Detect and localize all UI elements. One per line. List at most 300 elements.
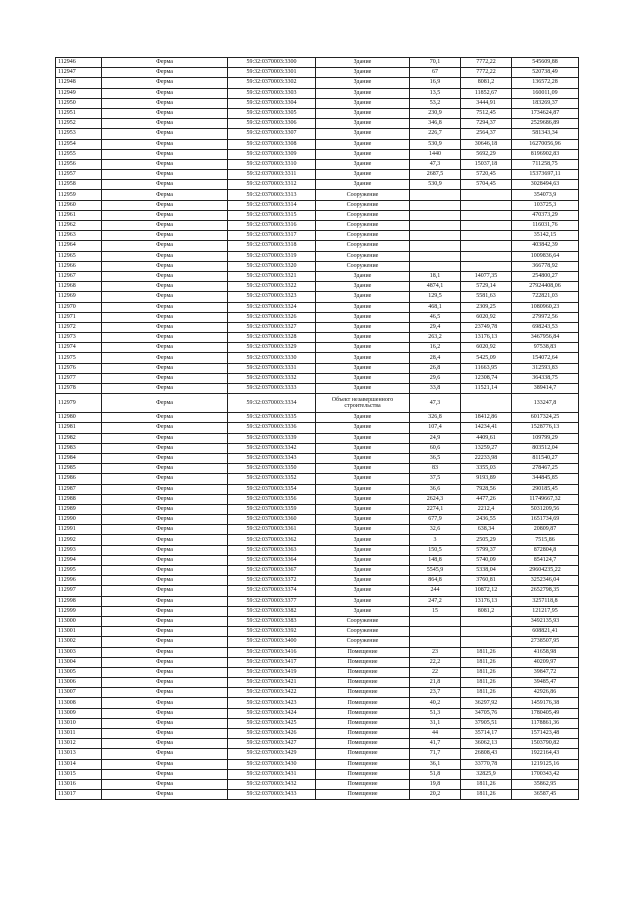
object-type-cell: Здание [316, 78, 410, 88]
area-cell: 36,5 [410, 453, 461, 463]
unit-value-cell [461, 627, 512, 637]
unit-value-cell [461, 637, 512, 647]
area-cell: 326,8 [410, 413, 461, 423]
cadastral-value-cell: 581343,34 [512, 129, 579, 139]
object-type-cell: Здание [316, 423, 410, 433]
unit-value-cell [461, 200, 512, 210]
unit-value-cell [461, 241, 512, 251]
name-cell: Ферма [102, 708, 228, 718]
table-row [56, 708, 579, 718]
object-type-cell: Сооружение [316, 251, 410, 261]
object-type-cell: Здание [316, 453, 410, 463]
cadastral-value-cell: 5031209,56 [512, 504, 579, 514]
table-row [56, 515, 579, 525]
cadastral-value-cell: 3467956,84 [512, 333, 579, 343]
unit-value-cell: 26808,43 [461, 749, 512, 759]
unit-value-cell: 11663,95 [461, 363, 512, 373]
cadastral-value-cell: 1528776,13 [512, 423, 579, 433]
row-number-cell: 112993 [56, 545, 102, 555]
cadastral-number-cell: 59:32:0370003:3342 [228, 443, 316, 453]
cadastral-number-cell: 59:32:0370003:3431 [228, 769, 316, 779]
unit-value-cell [461, 251, 512, 261]
unit-value-cell: 3444,91 [461, 98, 512, 108]
table-row [56, 586, 579, 596]
table-row [56, 423, 579, 433]
unit-value-cell [461, 394, 512, 413]
cadastral-number-cell: 59:32:0370003:3433 [228, 790, 316, 800]
row-number-cell: 112987 [56, 484, 102, 494]
area-cell [410, 190, 461, 200]
cadastral-value-cell: 389414,7 [512, 384, 579, 394]
name-cell: Ферма [102, 718, 228, 728]
name-cell: Ферма [102, 241, 228, 251]
row-number-cell: 112992 [56, 535, 102, 545]
area-cell: 53,2 [410, 98, 461, 108]
cadastral-value-cell: 3252346,04 [512, 576, 579, 586]
area-cell: 70,1 [410, 58, 461, 68]
unit-value-cell: 10872,12 [461, 586, 512, 596]
unit-value-cell: 6020,92 [461, 343, 512, 353]
name-cell: Ферма [102, 129, 228, 139]
area-cell [410, 221, 461, 231]
unit-value-cell: 8081,2 [461, 606, 512, 616]
object-type-cell: Здание [316, 413, 410, 423]
cadastral-number-cell: 59:32:0370003:3421 [228, 678, 316, 688]
cadastral-number-cell: 59:32:0370003:3350 [228, 464, 316, 474]
object-type-cell: Помещение [316, 769, 410, 779]
cadastral-value-cell: 608821,41 [512, 627, 579, 637]
cadastral-number-cell: 59:32:0370003:3327 [228, 322, 316, 332]
name-cell: Ферма [102, 159, 228, 169]
table-row [56, 88, 579, 98]
unit-value-cell: 36297,92 [461, 698, 512, 708]
table-row [56, 678, 579, 688]
object-type-cell: Здание [316, 333, 410, 343]
table-row [56, 180, 579, 190]
cadastral-value-cell: 366778,92 [512, 261, 579, 271]
cadastral-number-cell: 59:32:0370003:3319 [228, 251, 316, 261]
cadastral-number-cell: 59:32:0370003:3429 [228, 749, 316, 759]
cadastral-number-cell: 59:32:0370003:3331 [228, 363, 316, 373]
object-type-cell: Здание [316, 586, 410, 596]
object-type-cell: Здание [316, 119, 410, 129]
area-cell: 26,8 [410, 363, 461, 373]
unit-value-cell: 7928,56 [461, 484, 512, 494]
area-cell: 16,2 [410, 343, 461, 353]
row-number-cell: 112971 [56, 312, 102, 322]
area-cell: 129,5 [410, 292, 461, 302]
cadastral-number-cell: 59:32:0370003:3359 [228, 504, 316, 514]
area-cell [410, 637, 461, 647]
cadastral-number-cell: 59:32:0370003:3324 [228, 302, 316, 312]
cadastral-value-cell: 40209,97 [512, 657, 579, 667]
table-row [56, 353, 579, 363]
table-row [56, 98, 579, 108]
object-type-cell: Объект незавершенного строительства [316, 394, 410, 413]
area-cell: 41,7 [410, 739, 461, 749]
cadastral-number-cell: 59:32:0370003:3334 [228, 394, 316, 413]
cadastral-value-cell: 121217,95 [512, 606, 579, 616]
row-number-cell: 112996 [56, 576, 102, 586]
cadastral-value-cell: 36587,45 [512, 790, 579, 800]
object-type-cell: Здание [316, 139, 410, 149]
area-cell: 5545,9 [410, 566, 461, 576]
table-row [56, 749, 579, 759]
object-type-cell: Здание [316, 353, 410, 363]
unit-value-cell: 4409,61 [461, 433, 512, 443]
area-cell: 16,9 [410, 78, 461, 88]
unit-value-cell [461, 221, 512, 231]
object-type-cell: Здание [316, 504, 410, 514]
name-cell: Ферма [102, 667, 228, 677]
unit-value-cell: 34705,76 [461, 708, 512, 718]
cadastral-value-cell: 1503790,82 [512, 739, 579, 749]
object-type-cell: Здание [316, 322, 410, 332]
name-cell: Ферма [102, 657, 228, 667]
object-type-cell: Помещение [316, 647, 410, 657]
name-cell: Ферма [102, 647, 228, 657]
cadastral-number-cell: 59:32:0370003:3304 [228, 98, 316, 108]
name-cell: Ферма [102, 221, 228, 231]
row-number-cell: 112955 [56, 149, 102, 159]
table-row [56, 363, 579, 373]
row-number-cell: 112978 [56, 384, 102, 394]
table-row [56, 718, 579, 728]
unit-value-cell: 11852,67 [461, 88, 512, 98]
object-type-cell: Сооружение [316, 637, 410, 647]
object-type-cell: Здание [316, 88, 410, 98]
row-number-cell: 112972 [56, 322, 102, 332]
table-row [56, 443, 579, 453]
cadastral-value-cell: 254800,27 [512, 271, 579, 281]
table-row [56, 159, 579, 169]
cadastral-number-cell: 59:32:0370003:3417 [228, 657, 316, 667]
cadastral-number-cell: 59:32:0370003:3328 [228, 333, 316, 343]
cadastral-number-cell: 59:32:0370003:3314 [228, 200, 316, 210]
area-cell: 44 [410, 729, 461, 739]
table-row [56, 453, 579, 463]
row-number-cell: 112975 [56, 353, 102, 363]
unit-value-cell: 30646,18 [461, 139, 512, 149]
cadastral-number-cell: 59:32:0370003:3311 [228, 170, 316, 180]
unit-value-cell: 32825,9 [461, 769, 512, 779]
object-type-cell: Сооружение [316, 261, 410, 271]
area-cell [410, 210, 461, 220]
cadastral-number-cell: 59:32:0370003:3423 [228, 698, 316, 708]
row-number-cell: 112962 [56, 221, 102, 231]
cadastral-value-cell: 279972,56 [512, 312, 579, 322]
object-type-cell: Сооружение [316, 616, 410, 626]
unit-value-cell: 8081,2 [461, 78, 512, 88]
row-number-cell: 113000 [56, 616, 102, 626]
cadastral-value-cell: 1734624,87 [512, 108, 579, 118]
cadastral-value-cell: 1178861,36 [512, 718, 579, 728]
object-type-cell: Помещение [316, 688, 410, 698]
object-type-cell: Здание [316, 170, 410, 180]
table-row [56, 688, 579, 698]
unit-value-cell: 1811,26 [461, 678, 512, 688]
area-cell: 13,5 [410, 88, 461, 98]
name-cell: Ферма [102, 453, 228, 463]
row-number-cell: 113007 [56, 688, 102, 698]
table-row [56, 139, 579, 149]
object-type-cell: Здание [316, 282, 410, 292]
row-number-cell: 112970 [56, 302, 102, 312]
cadastral-value-cell: 103725,3 [512, 200, 579, 210]
area-cell: 60,6 [410, 443, 461, 453]
table-row [56, 292, 579, 302]
table-row [56, 322, 579, 332]
cadastral-value-cell: 35142,15 [512, 231, 579, 241]
name-cell: Ферма [102, 78, 228, 88]
area-cell: 4874,1 [410, 282, 461, 292]
name-cell: Ферма [102, 353, 228, 363]
row-number-cell: 112979 [56, 394, 102, 413]
name-cell: Ферма [102, 251, 228, 261]
table-row [56, 596, 579, 606]
object-type-cell: Здание [316, 576, 410, 586]
table-row [56, 769, 579, 779]
cadastral-value-cell: 520738,49 [512, 68, 579, 78]
cadastral-number-cell: 59:32:0370003:3363 [228, 545, 316, 555]
name-cell: Ферма [102, 566, 228, 576]
name-cell: Ферма [102, 373, 228, 383]
object-type-cell: Здание [316, 149, 410, 159]
object-type-cell: Здание [316, 484, 410, 494]
cadastral-value-cell: 698243,53 [512, 322, 579, 332]
cadastral-number-cell: 59:32:0370003:3400 [228, 637, 316, 647]
name-cell: Ферма [102, 413, 228, 423]
cadastral-value-cell: 1219125,16 [512, 759, 579, 769]
area-cell [410, 616, 461, 626]
cadastral-number-cell: 59:32:0370003:3320 [228, 261, 316, 271]
name-cell: Ферма [102, 423, 228, 433]
row-number-cell: 113013 [56, 749, 102, 759]
cadastral-value-cell: 35862,95 [512, 779, 579, 789]
object-type-cell: Здание [316, 108, 410, 118]
name-cell: Ферма [102, 739, 228, 749]
table-row [56, 241, 579, 251]
row-number-cell: 113012 [56, 739, 102, 749]
area-cell: 22,2 [410, 657, 461, 667]
unit-value-cell: 2309,25 [461, 302, 512, 312]
unit-value-cell: 37905,51 [461, 718, 512, 728]
name-cell: Ферма [102, 363, 228, 373]
name-cell: Ферма [102, 58, 228, 68]
cadastral-number-cell: 59:32:0370003:3309 [228, 149, 316, 159]
table-row [56, 504, 579, 514]
row-number-cell: 112973 [56, 333, 102, 343]
cadastral-value-cell: 1459176,38 [512, 698, 579, 708]
table-row [56, 464, 579, 474]
table-row [56, 545, 579, 555]
area-cell: 23,7 [410, 688, 461, 698]
table-row [56, 698, 579, 708]
unit-value-cell: 1811,26 [461, 657, 512, 667]
cadastral-value-cell: 136572,28 [512, 78, 579, 88]
unit-value-cell: 13176,13 [461, 596, 512, 606]
row-number-cell: 112991 [56, 525, 102, 535]
name-cell: Ферма [102, 464, 228, 474]
cadastral-number-cell: 59:32:0370003:3377 [228, 596, 316, 606]
area-cell: 1440 [410, 149, 461, 159]
row-number-cell: 113010 [56, 718, 102, 728]
table-row [56, 343, 579, 353]
name-cell: Ферма [102, 555, 228, 565]
cadastral-number-cell: 59:32:0370003:3361 [228, 525, 316, 535]
table-row [56, 302, 579, 312]
row-number-cell: 112961 [56, 210, 102, 220]
row-number-cell: 112948 [56, 78, 102, 88]
unit-value-cell: 15037,18 [461, 159, 512, 169]
table-row [56, 68, 579, 78]
cadastral-value-cell: 364338,75 [512, 373, 579, 383]
area-cell: 230,9 [410, 108, 461, 118]
table-row [56, 433, 579, 443]
area-cell: 226,7 [410, 129, 461, 139]
area-cell: 40,2 [410, 698, 461, 708]
cadastral-number-cell: 59:32:0370003:3301 [228, 68, 316, 78]
table-row [56, 200, 579, 210]
cadastral-number-cell: 59:32:0370003:3306 [228, 119, 316, 129]
name-cell: Ферма [102, 484, 228, 494]
name-cell: Ферма [102, 333, 228, 343]
row-number-cell: 112951 [56, 108, 102, 118]
unit-value-cell: 7772,22 [461, 58, 512, 68]
name-cell: Ферма [102, 210, 228, 220]
name-cell: Ферма [102, 108, 228, 118]
object-type-cell: Здание [316, 494, 410, 504]
name-cell: Ферма [102, 394, 228, 413]
area-cell: 23 [410, 647, 461, 657]
object-type-cell: Помещение [316, 790, 410, 800]
area-cell: 148,8 [410, 555, 461, 565]
area-cell: 31,1 [410, 718, 461, 728]
object-type-cell: Здание [316, 464, 410, 474]
name-cell: Ферма [102, 586, 228, 596]
object-type-cell: Здание [316, 596, 410, 606]
object-type-cell: Помещение [316, 729, 410, 739]
area-cell [410, 251, 461, 261]
cadastral-value-cell: 42926,86 [512, 688, 579, 698]
unit-value-cell: 5692,29 [461, 149, 512, 159]
cadastral-value-cell: 39847,72 [512, 667, 579, 677]
name-cell: Ферма [102, 149, 228, 159]
object-type-cell: Сооружение [316, 200, 410, 210]
area-cell: 2687,5 [410, 170, 461, 180]
unit-value-cell: 23749,78 [461, 322, 512, 332]
cadastral-value-cell: 39485,47 [512, 678, 579, 688]
area-cell: 346,8 [410, 119, 461, 129]
unit-value-cell: 12308,74 [461, 373, 512, 383]
table-row [56, 667, 579, 677]
cadastral-number-cell: 59:32:0370003:3307 [228, 129, 316, 139]
object-type-cell: Сооружение [316, 241, 410, 251]
area-cell: 29,6 [410, 373, 461, 383]
cadastral-value-cell: 3257118,8 [512, 596, 579, 606]
table-row [56, 78, 579, 88]
table-row [56, 759, 579, 769]
name-cell: Ферма [102, 292, 228, 302]
object-type-cell: Здание [316, 566, 410, 576]
cadastral-number-cell: 59:32:0370003:3300 [228, 58, 316, 68]
area-cell: 21,8 [410, 678, 461, 688]
row-number-cell: 112959 [56, 190, 102, 200]
table-row [56, 566, 579, 576]
table-row [56, 484, 579, 494]
cadastral-number-cell: 59:32:0370003:3308 [228, 139, 316, 149]
object-type-cell: Помещение [316, 779, 410, 789]
area-cell: 247,2 [410, 596, 461, 606]
name-cell: Ферма [102, 729, 228, 739]
row-number-cell: 113017 [56, 790, 102, 800]
object-type-cell: Сооружение [316, 231, 410, 241]
row-number-cell: 112988 [56, 494, 102, 504]
cadastral-value-cell: 27924408,06 [512, 282, 579, 292]
cadastral-number-cell: 59:32:0370003:3362 [228, 535, 316, 545]
table-row [56, 384, 579, 394]
unit-value-cell: 22233,98 [461, 453, 512, 463]
cadastral-number-cell: 59:32:0370003:3427 [228, 739, 316, 749]
cadastral-number-cell: 59:32:0370003:3383 [228, 616, 316, 626]
unit-value-cell: 3355,03 [461, 464, 512, 474]
object-type-cell: Здание [316, 363, 410, 373]
cadastral-number-cell: 59:32:0370003:3305 [228, 108, 316, 118]
row-number-cell: 112946 [56, 58, 102, 68]
unit-value-cell: 1811,26 [461, 790, 512, 800]
cadastral-value-cell: 344845,85 [512, 474, 579, 484]
cadastral-number-cell: 59:32:0370003:3432 [228, 779, 316, 789]
row-number-cell: 112998 [56, 596, 102, 606]
area-cell: 36,1 [410, 759, 461, 769]
cadastral-value-cell: 1571423,48 [512, 729, 579, 739]
table-row [56, 555, 579, 565]
cadastral-value-cell: 41658,98 [512, 647, 579, 657]
row-number-cell: 113011 [56, 729, 102, 739]
object-type-cell: Здание [316, 443, 410, 453]
area-cell: 83 [410, 464, 461, 474]
cadastral-number-cell: 59:32:0370003:3329 [228, 343, 316, 353]
table-row [56, 312, 579, 322]
object-type-cell: Здание [316, 129, 410, 139]
object-type-cell: Здание [316, 292, 410, 302]
name-cell: Ферма [102, 433, 228, 443]
cadastral-number-cell: 59:32:0370003:3419 [228, 667, 316, 677]
cadastral-value-cell: 2529686,89 [512, 119, 579, 129]
object-type-cell: Помещение [316, 759, 410, 769]
name-cell: Ферма [102, 139, 228, 149]
row-number-cell: 112997 [56, 586, 102, 596]
object-type-cell: Помещение [316, 667, 410, 677]
name-cell: Ферма [102, 749, 228, 759]
unit-value-cell: 11521,14 [461, 384, 512, 394]
row-number-cell: 112976 [56, 363, 102, 373]
cadastral-value-cell: 1780405,49 [512, 708, 579, 718]
cadastral-value-cell: 711258,75 [512, 159, 579, 169]
cadastral-value-cell: 545609,88 [512, 58, 579, 68]
cadastral-number-cell: 59:32:0370003:3424 [228, 708, 316, 718]
table-row [56, 637, 579, 647]
name-cell: Ферма [102, 790, 228, 800]
area-cell: 22 [410, 667, 461, 677]
cadastral-value-cell: 154072,64 [512, 353, 579, 363]
row-number-cell: 113008 [56, 698, 102, 708]
cadastral-number-cell: 59:32:0370003:3323 [228, 292, 316, 302]
object-type-cell: Помещение [316, 657, 410, 667]
unit-value-cell: 36062,13 [461, 739, 512, 749]
name-cell: Ферма [102, 616, 228, 626]
row-number-cell: 112989 [56, 504, 102, 514]
